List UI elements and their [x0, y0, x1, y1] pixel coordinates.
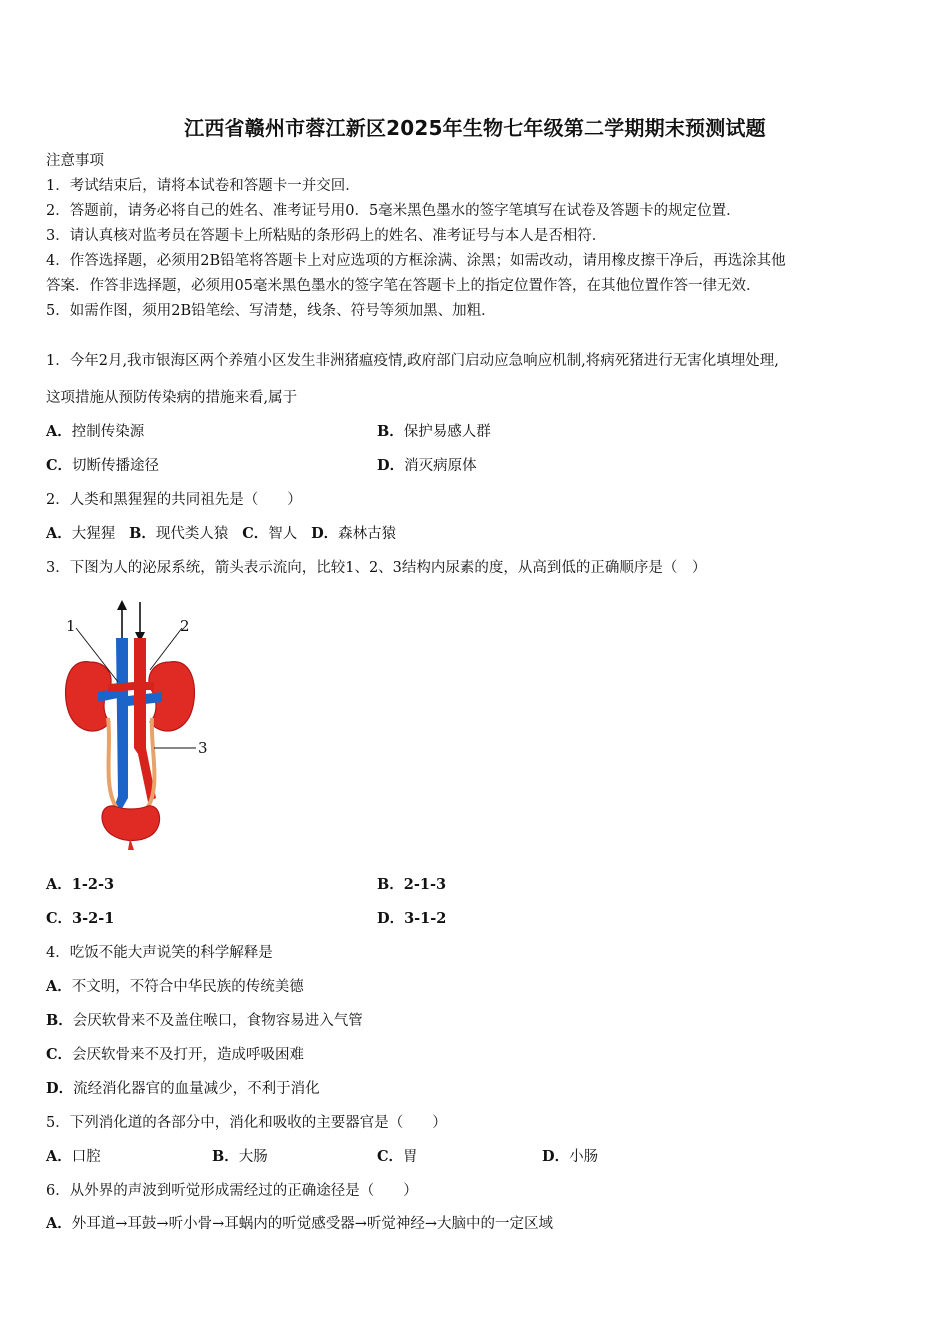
- option-key: D．: [542, 1148, 570, 1165]
- q4-stem: 4．吃饭不能大声说笑的科学解释是: [46, 945, 273, 961]
- bladder: [102, 806, 160, 841]
- option-text: 外耳道→耳鼓→听小骨→耳蜗内的听觉感受器→听觉神经→大脑中的一定区域: [71, 1216, 554, 1232]
- notice-item: 答案．作答非选择题，必须用05毫米黑色墨水的签字笔在答题卡上的指定位置作答，在其他位置作答一律无效．: [46, 278, 761, 294]
- option-key: C．: [242, 525, 269, 542]
- q2-option-d: 森林古猿: [338, 526, 397, 542]
- q1-option-a: [46, 422, 144, 442]
- notice-item: 5．如需作图，须用2B铅笔绘、写清楚，线条、符号等须加黑、加粗．: [46, 303, 496, 319]
- q2-stem: 2．人类和黑猩猩的共同祖先是（ ）: [46, 492, 302, 508]
- left-ureter: [108, 718, 118, 810]
- notice-heading: 注意事项: [46, 153, 104, 169]
- notice-item: 1．考试结束后，请将本试卷和答题卡一并交回．: [46, 178, 360, 194]
- option-key: B．: [46, 1012, 73, 1029]
- option-key: A．: [46, 876, 72, 893]
- option-text: 小肠: [569, 1149, 599, 1165]
- option-key: D．: [377, 910, 405, 927]
- notice-item: 4．作答选择题，必须用2B铅笔将答题卡上对应选项的方框涂满、涂黑；如需改动，请用橡皮擦干净后，再选涂其他: [46, 253, 786, 269]
- option-text: 切断传播途径: [72, 458, 160, 474]
- q4-option-c: [46, 1045, 304, 1065]
- option-key: A．: [46, 1215, 72, 1232]
- option-key: D．: [311, 525, 339, 542]
- option-text: 保护易感人群: [403, 424, 491, 440]
- q5-stem: 5．下列消化道的各部分中，消化和吸收的主要器官是（ ）: [46, 1115, 447, 1131]
- option-text: 消灭病原体: [404, 458, 477, 474]
- option-text: 不文明，不符合中华民族的传统美德: [71, 979, 304, 995]
- q2-option-a: 大猩猩: [71, 526, 116, 542]
- notice-item: 2．答题前，请务必将自己的姓名、准考证号用0．5毫米黑色墨水的签字笔填写在试卷及答题卡的规定位置．: [46, 203, 741, 219]
- option-key: C．: [377, 1148, 404, 1165]
- vena-cava: [114, 638, 128, 812]
- figure-label-1: 1: [66, 617, 76, 635]
- option-text: 1-2-3: [71, 876, 115, 893]
- q1-option-c: [46, 456, 159, 476]
- q4-option-d: [46, 1079, 320, 1099]
- q5-option-b: [212, 1147, 268, 1167]
- option-text: 会厌软骨来不及打开，造成呼吸困难: [72, 1047, 305, 1063]
- q2-options: [46, 524, 396, 544]
- q1-option-b: [377, 422, 491, 442]
- option-text: 2-1-3: [403, 876, 447, 893]
- urinary-system-figure: [58, 598, 218, 850]
- option-text: 3-1-2: [404, 910, 447, 927]
- option-text: 流经消化器官的血量减少，不利于消化: [73, 1081, 320, 1097]
- arrow-up-icon: [117, 600, 127, 610]
- q5-option-c: [377, 1147, 418, 1167]
- option-key: A．: [46, 978, 72, 995]
- q2-option-c: 智人: [268, 526, 298, 542]
- option-text: 大肠: [238, 1149, 268, 1165]
- q1-option-d: [377, 456, 477, 476]
- option-key: D．: [377, 457, 405, 474]
- option-key: A．: [46, 525, 72, 542]
- q1-stem-line1: 1．今年2月,我市银海区两个养殖小区发生非洲猪瘟疫情,政府部门启动应急响应机制,将病死猪进行无害化填埋处理,: [46, 353, 779, 369]
- q3-option-b: [377, 875, 446, 895]
- q4-option-a: [46, 977, 304, 997]
- q5-option-a: [46, 1147, 101, 1167]
- option-key: B．: [129, 525, 156, 542]
- q2-option-b: 现代类人猿: [155, 526, 229, 542]
- option-key: C．: [46, 1046, 73, 1063]
- q3-option-d: [377, 909, 446, 929]
- figure-label-3: 3: [198, 739, 208, 757]
- q6-option-a: [46, 1214, 553, 1234]
- option-key: C．: [46, 457, 73, 474]
- q3-stem: 3．下图为人的泌尿系统，箭头表示流向，比较1、2、3结构内尿素的度，从高到低的正确顺序是（ ）: [46, 560, 707, 576]
- option-text: 会厌软骨来不及盖住喉口，食物容易进入气管: [72, 1013, 363, 1029]
- option-key: D．: [46, 1080, 74, 1097]
- option-key: A．: [46, 1148, 72, 1165]
- q6-stem: 6．从外界的声波到听觉形成需经过的正确途径是（ ）: [46, 1183, 418, 1199]
- figure-label-2: 2: [180, 617, 190, 635]
- option-text: 3-2-1: [72, 910, 115, 927]
- option-key: B．: [212, 1148, 239, 1165]
- q4-option-b: [46, 1011, 363, 1031]
- option-key: B．: [377, 423, 404, 440]
- notice-item: 3．请认真核对监考员在答题卡上所粘贴的条形码上的姓名、准考证号与本人是否相符．: [46, 228, 607, 244]
- option-text: 口腔: [71, 1149, 101, 1165]
- option-key: A．: [46, 423, 72, 440]
- option-key: B．: [377, 876, 404, 893]
- q3-option-a: [46, 875, 114, 895]
- q1-stem-line2: 这项措施从预防传染病的措施来看,属于: [46, 390, 298, 406]
- page-title: 江西省赣州市蓉江新区2025年生物七年级第二学期期末预测试题: [184, 116, 766, 140]
- q5-option-d: [542, 1147, 598, 1167]
- option-key: C．: [46, 910, 73, 927]
- q3-option-c: [46, 909, 114, 929]
- option-text: 胃: [403, 1149, 418, 1165]
- option-text: 控制传染源: [71, 424, 145, 440]
